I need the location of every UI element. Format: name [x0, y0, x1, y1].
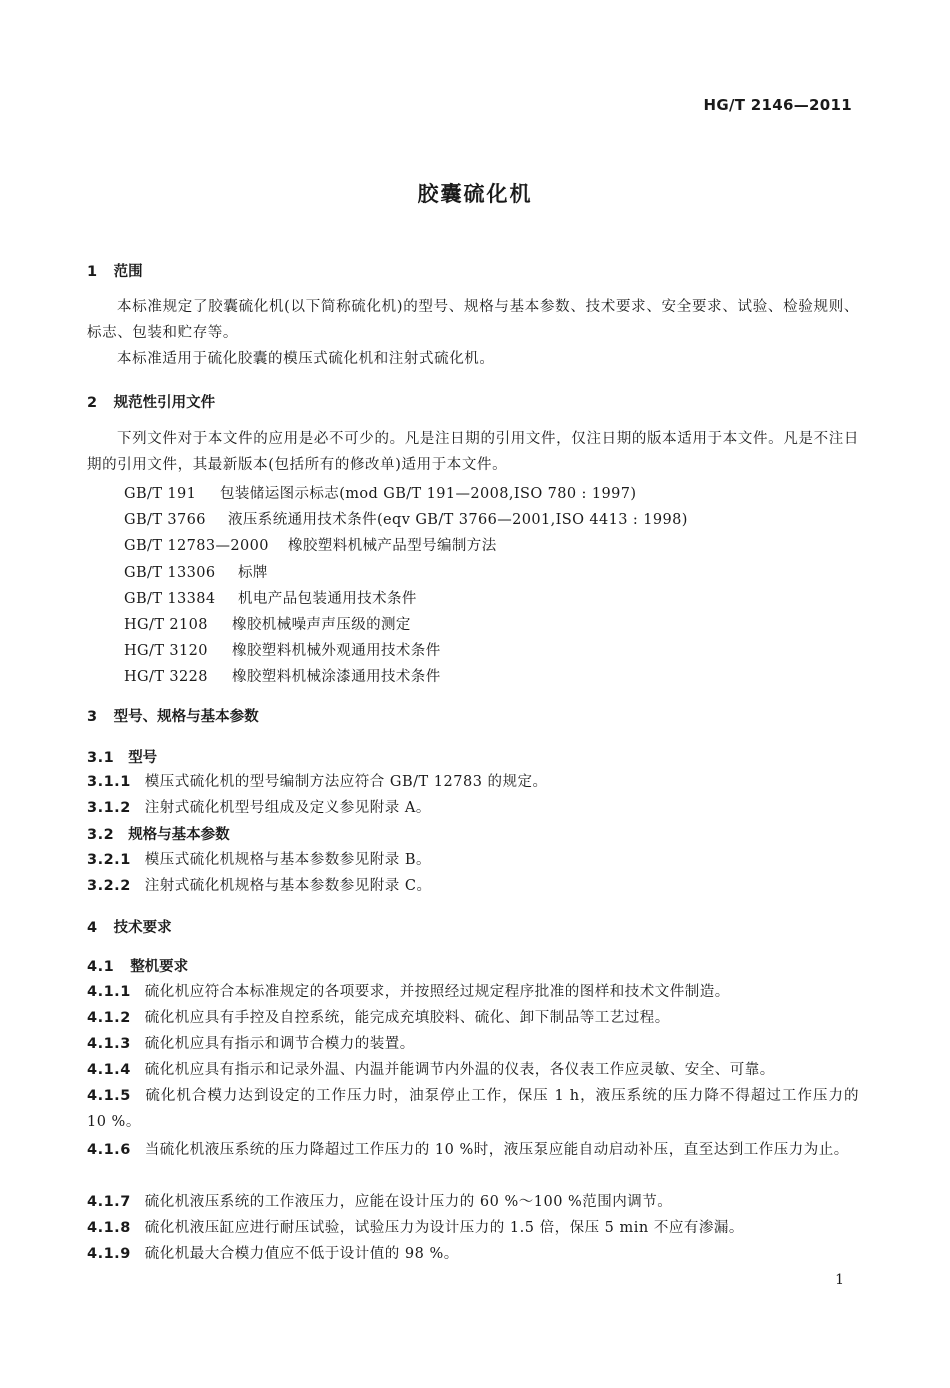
reference-item: GB/T 13384 机电产品包装通用技术条件	[124, 591, 417, 607]
standard-code: HG/T 2146—2011	[703, 96, 852, 114]
section-3-heading: 3 型号、规格与基本参数	[87, 709, 259, 725]
clause-4-1-6: 4.1.6 当硫化机液压系统的压力降超过工作压力的 10 %时，液压泵应能自动启动补压，直至达到工作压力为止。	[87, 1142, 849, 1158]
section-1-paragraph-1: 本标准规定了胶囊硫化机(以下简称硫化机)的型号、规格与基本参数、技术要求、安全要求、试验、检验规则、标志、包装和贮存等。	[87, 299, 859, 341]
section-4-heading: 4 技术要求	[87, 920, 172, 936]
reference-item: HG/T 3120 橡胶塑料机械外观通用技术条件	[124, 643, 441, 659]
section-1-paragraph-2: 本标准适用于硫化胶囊的模压式硫化机和注射式硫化机。	[117, 351, 495, 367]
section-1-heading: 1 范围	[87, 264, 143, 280]
subsection-4-1-heading: 4.1 整机要求	[87, 959, 189, 975]
reference-item: GB/T 3766 液压系统通用技术条件(eqv GB/T 3766—2001,ISO 4413 : 1998)	[124, 512, 688, 528]
clause-4-1-8: 4.1.8 硫化机液压缸应进行耐压试验，试验压力为设计压力的 1.5 倍，保压 5 min 不应有渗漏。	[87, 1220, 744, 1236]
document-title: 胶囊硫化机	[417, 182, 533, 206]
reference-item: GB/T 13306 标牌	[124, 565, 268, 581]
clause-4-1-9: 4.1.9 硫化机最大合模力值应不低于设计值的 98 %。	[87, 1246, 459, 1262]
subsection-3-1-heading: 3.1 型号	[87, 750, 158, 766]
clause-4-1-1: 4.1.1 硫化机应符合本标准规定的各项要求，并按照经过规定程序批准的图样和技术文件制造。	[87, 984, 730, 1000]
section-2-heading: 2 规范性引用文件	[87, 395, 216, 411]
clause-3-2-2: 3.2.2 注射式硫化机规格与基本参数参见附录 C。	[87, 878, 432, 894]
clause-4-1-7: 4.1.7 硫化机液压系统的工作液压力，应能在设计压力的 60 %～100 %范围内调节。	[87, 1194, 673, 1210]
clause-3-1-2: 3.1.2 注射式硫化机型号组成及定义参见附录 A。	[87, 800, 431, 816]
reference-item: HG/T 2108 橡胶机械噪声声压级的测定	[124, 617, 411, 633]
reference-item: HG/T 3228 橡胶塑料机械涂漆通用技术条件	[124, 669, 441, 685]
clause-3-1-1: 3.1.1 模压式硫化机的型号编制方法应符合 GB/T 12783 的规定。	[87, 774, 548, 790]
subsection-3-2-heading: 3.2 规格与基本参数	[87, 827, 230, 843]
section-2-paragraph: 下列文件对于本文件的应用是必不可少的。凡是注日期的引用文件，仅注日期的版本适用于本文件。凡是不注日期的引用文件，其最新版本(包括所有的修改单)适用于本文件。	[87, 431, 859, 473]
page-number: 1	[835, 1272, 844, 1288]
clause-4-1-5: 4.1.5 硫化机合模力达到设定的工作压力时，油泵停止工作，保压 1 h，液压系统的压力降不得超过工作压力的 10 %。	[87, 1088, 859, 1130]
clause-3-2-1: 3.2.1 模压式硫化机规格与基本参数参见附录 B。	[87, 852, 432, 868]
clause-4-1-3: 4.1.3 硫化机应具有指示和调节合模力的装置。	[87, 1036, 415, 1052]
reference-item: GB/T 12783—2000 橡胶塑料机械产品型号编制方法	[124, 538, 497, 554]
clause-4-1-4: 4.1.4 硫化机应具有指示和记录外温、内温并能调节内外温的仪表，各仪表工作应灵敏、安全、可靠。	[87, 1062, 775, 1078]
clause-4-1-2: 4.1.2 硫化机应具有手控及自控系统，能完成充填胶料、硫化、卸下制品等工艺过程。	[87, 1010, 670, 1026]
reference-item: GB/T 191 包装储运图示标志(mod GB/T 191—2008,ISO 780 : 1997)	[124, 486, 637, 502]
